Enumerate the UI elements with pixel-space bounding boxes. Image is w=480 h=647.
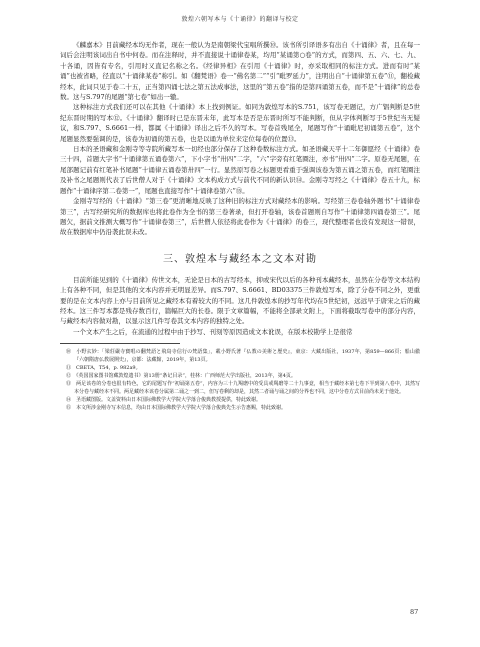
footnote: ⑭ 圣语藏图版。文盖资料由日本国际佛教学大学院大学落合俊典教授提供，特此致谢。 — [66, 397, 262, 404]
body-text — [60, 40, 420, 412]
paragraph: 《麟嘉本》目前藏经本均无作者，现在一般认为是南朝梁代宝唱所撰⑩。该书所引译语多有出自《十诵律》者，且在每一词后会注明该词出自书中何卷。而在注释时，并不直接说十诵律卷某，均用“某诵第○卷”的方式，而第四、五、六、七、九、十各诵，因皆有专名，引用时又直记名称之名。《经律异相》在引用《十诵律》时，亦采取相同的标注方式。进而有时“某诵”也被省略，径直以“十诵律某卷”称引。如《翻梵语》卷一“佛名第二”“引“毗罗延力”，注明出自“十诵律第五卷”⑪，翻检藏经本，此词只见于卷二十五，正当第四诵七法之第五法成事法，这里的“第五卷”指的是第四诵第五卷，而不是“十诵律”的总卷数。这与S.797的尾题“第七卷”如出一辙。 — [60, 41, 420, 102]
footnote-divider — [60, 343, 180, 344]
footnote: ⑬ 两足该卷的分卷也很有特色，它的尾题写作“初诵第五卷”，内容为三十九羯磨中的受具戒羯磨等二十九事竟，相当于藏经本第七卷下半到第八卷中，其然写本分卷与藏经本不同。两足藏经本该卷分属第二诵之一到二，但写卷剩的却是，其然二者诵与诵之间的分界也不同，这中分卷方式目前尚未见于他处。 — [66, 381, 420, 396]
page-number: 87 — [410, 608, 419, 616]
paragraph: 目前所能见到的《十诵律》传世文本，无论是日本的古写经本，抑或宋代以后的各种刊本藏经本，虽然在分卷等文本结构上有各种不同，但是其他的文本内容并无明显差异。而S.797、S.6661、BD03375三件敦煌写本，除了分卷不同之外，更重要的是在文本内容上亦与目前所见之藏经本有着较大的不同。这几件敦煌本的抄写年代均在5世纪初，远远早于唐宋之后的藏经本。这三件写本都是残存数百行，篇幅巨大的长卷。限于文章篇幅，不能将全部录文附上，下面将截取写卷中的部分内容，与藏经本内容做对勘，以显示这几件写卷其文本内容的独特之处。 — [60, 275, 420, 326]
section-heading: 三、敦煌本与藏经本之文本对勘 — [163, 253, 317, 265]
footnote: ⑪ CBETA，T54，p. 982a9。 — [66, 365, 141, 372]
paragraph: 日本的圣语藏和金刚寺等寺院所藏写本一切经也部分保存了这种卷数标注方式。如圣语藏天平十二年御愿经《十诵律》卷三十四，首题大字书“十诵律第五诵卷第六”，下小字书“卅四”二字，“六”字旁有红笔圈注，亦书“卅四”二字。原卷无尾题，在尾部题记前有红笔补书尾题“十诵律五诵卷第卅四”一行。显然原写卷之标题更看重于强调该卷为第五诵之第五卷，而红笔圈注及补书之尾题则代表了后世僧人对于《十诵律》文本构成方式与前代不同的新认识⑭。金刚寺写经之《十诵律》卷五十九，标题作“十诵律序第二卷第一”，尾题也直接写作“十诵律卷第六”⑮。 — [60, 145, 420, 195]
footnote: ⑩ 小野玄妙：「梁莊嚴寺寶唱の翻梵語と飛鳥寺信行の梵語集」，載小野氏著『仏教の美術と歴史』，東京：大藏出版社，1937年，第859—866頁；船山徹『六朝隋唐仏教展開史』，京都：法藏館，2019年，第13頁。 — [66, 349, 420, 364]
footnote: ⑮ 本文所涉金刚寺写本信息，均由日本国际佛教学大学院大学落合俊典先生示告惠赐，特此致谢。 — [66, 405, 287, 412]
footnote: ⑫ 《英国国家图书馆藏敦煌遗书》第13册“条记目录”，桂林：广西师范大学出版社，2013年，第4页。 — [66, 373, 296, 380]
paragraph: 一个文本产生之后，在流通的过程中由于抄写、刊刻等原因造成文本讹误，在版本校勘学上是很常 — [73, 327, 353, 336]
paragraph: 金刚寺写经的《十诵律》“第三卷”更清晰地反映了这种旧的标注方式对藏经本的影响。写经第三卷卷轴外题书“十诵律卷第三”，古写经研究所的数据库也将此卷作为全书的第三卷著录，但打开卷轴，该卷首题则自写作“十诵律第四诵卷第三”。尾题欠，据前文推测大概写作“十诵律卷第三”，后世僧人依径将此卷作为《十诵律》的卷三，现代整理者也没有发现这一错误，故在数据库中仍沿袭此误未改。 — [60, 197, 420, 237]
paragraph: 这种标注方式我们还可以在其他《十诵律》本上找到例证。如同为敦煌写本的S.751，该写卷无题记，方广锠判断是5世纪东晋时期的写本⑫。《十诵律》翻译时已是东晋末年，此写本是否是东晋时所写不能判断，但从字体判断写于5世纪当无疑议，和S.797、S.6661一样，都属《十诵律》译出之后不久的写本。写卷首残尾全，尾题写作“十诵毗尼初诵第五卷”，这个尾题显然要强调的是，该卷为初诵的第五卷，也是以诵为单位来定位每卷的位置⑬。 — [60, 103, 420, 143]
running-head: 敦煌六朝写本与《十诵律》的翻译与校定 — [181, 16, 299, 23]
